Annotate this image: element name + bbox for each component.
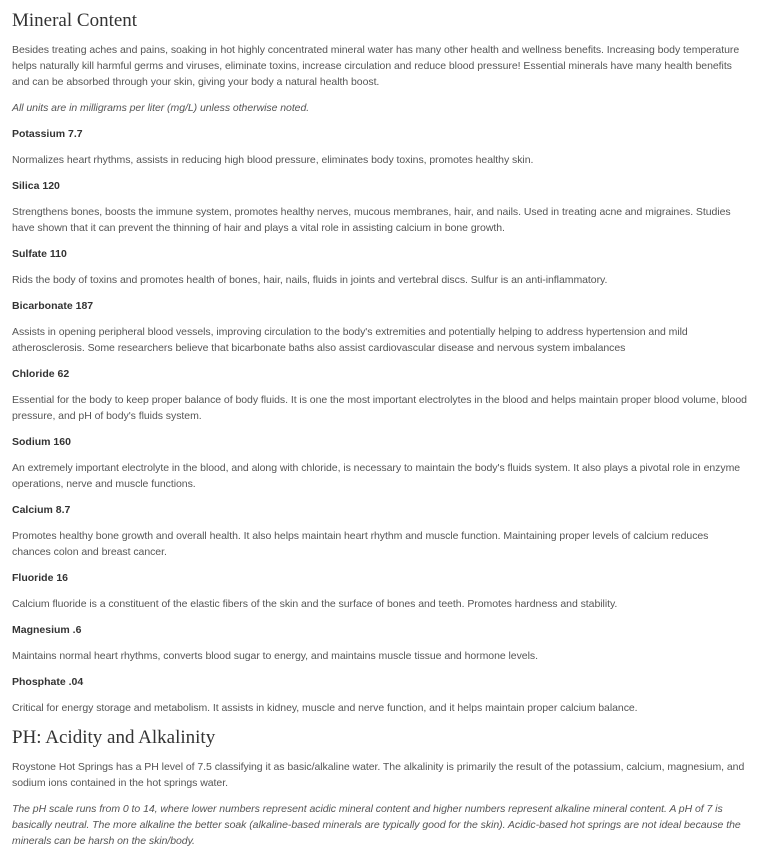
mineral-name-silica: Silica 120: [12, 180, 60, 192]
mineral-name-phosphate: Phosphate .04: [12, 676, 84, 688]
mineral-description-sodium: An extremely important electrolyte in the blood, and along with chloride, is necessary to maintain the body's fluids system. It also plays a pivotal role in enzyme operations, nerve and muscle functions.: [12, 462, 741, 490]
mineral-intro-paragraph: Besides treating aches and pains, soaking in hot highly concentrated mineral water has many other health and wellness benefits. Increasing body temperature helps naturally kill harmful germs and viruses, eliminate toxins, increase circulation and reduce blood pressure! Essential minerals have many health benefits and can be absorbed through your skin, giving your body a natural health boost.: [12, 44, 740, 88]
units-note: All units are in milligrams per liter (mg/L) unless otherwise noted.: [12, 102, 310, 114]
mineral-name-sulfate: Sulfate 110: [12, 248, 67, 260]
mineral-name-sodium: Sodium 160: [12, 436, 71, 448]
mineral-description-magnesium: Maintains normal heart rhythms, converts blood sugar to energy, and maintains muscle tissue and hormone levels.: [12, 650, 538, 662]
mineral-name-chloride: Chloride 62: [12, 368, 70, 380]
mineral-description-sulfate: Rids the body of toxins and promotes health of bones, hair, nails, fluids in joints and vertebral discs. Sulfur is an anti-inflammatory.: [12, 274, 608, 286]
mineral-name-bicarbonate: Bicarbonate 187: [12, 300, 94, 312]
mineral-description-phosphate: Critical for energy storage and metabolism. It assists in kidney, muscle and nerve function, and it helps maintain proper calcium balance.: [12, 702, 638, 714]
mineral-description-chloride: Essential for the body to keep proper balance of body fluids. It is one the most important electrolytes in the blood and helps maintain proper blood volume, blood pressure, and pH of body's fluids system.: [12, 394, 747, 422]
mineral-content-heading: Mineral Content: [12, 10, 138, 31]
mineral-name-fluoride: Fluoride 16: [12, 572, 69, 584]
ph-body-paragraph: Roystone Hot Springs has a PH level of 7.5 classifying it as basic/alkaline water. The alkalinity is primarily the result of the potassium, calcium, magnesium, and sodium ions contained in the hot springs water.: [12, 761, 745, 789]
mineral-description-bicarbonate: Assists in opening peripheral blood vessels, improving circulation to the body's extremities and potentially helping to address hypertension and mild atherosclerosis. Some researchers believe that bicarbonate baths also assist cardiovascular disease and nervous system imbalances: [12, 326, 688, 354]
mineral-name-potassium: Potassium 7.7: [12, 128, 83, 140]
mineral-description-calcium: Promotes healthy bone growth and overall health. It also helps maintain heart rhythm and muscle function. Maintaining proper levels of calcium reduces chances colon and breast cancer.: [12, 530, 709, 558]
ph-scale-note: The pH scale runs from 0 to 14, where lower numbers represent acidic mineral content and higher numbers represent alkaline mineral content. A pH of 7 is basically neutral. The more alkaline the better soak (alkaline-based minerals are typically good for the skin). Acidic-based hot springs are not ideal because the minerals can be harsh on the skin/body.: [12, 803, 741, 847]
mineral-description-silica: Strengthens bones, boosts the immune system, promotes healthy nerves, mucous membranes, hair, and nails. Used in treating acne and migraines. Studies have shown that it can prevent the thinning of hair and plays a vital role in assisting calcium in bone growth.: [12, 206, 731, 234]
mineral-name-calcium: Calcium 8.7: [12, 504, 71, 516]
mineral-name-magnesium: Magnesium .6: [12, 624, 82, 636]
mineral-description-fluoride: Calcium fluoride is a constituent of the elastic fibers of the skin and the surface of bones and teeth. Promotes hardness and stability.: [12, 598, 618, 610]
ph-heading: PH: Acidity and Alkalinity: [12, 727, 216, 748]
mineral-description-potassium: Normalizes heart rhythms, assists in reducing high blood pressure, eliminates body toxins, promotes healthy skin.: [12, 154, 534, 166]
